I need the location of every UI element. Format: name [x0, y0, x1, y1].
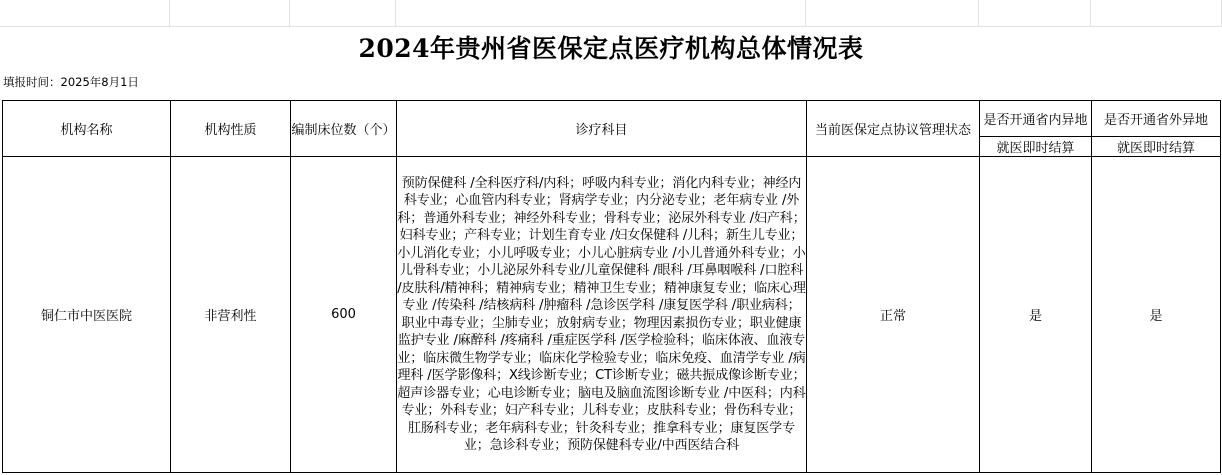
grid-cell[interactable] — [0, 0, 170, 27]
header-in-province-line1[interactable]: 是否开通省内异地 — [980, 101, 1092, 137]
header-name[interactable]: 机构名称 — [3, 101, 171, 157]
header-out-province-line2[interactable]: 就医即时结算 — [1092, 137, 1221, 157]
spreadsheet-grid-row — [0, 0, 1222, 27]
header-nature[interactable]: 机构性质 — [171, 101, 291, 157]
out-province-cell[interactable]: 是 — [1092, 157, 1221, 473]
grid-cell[interactable] — [806, 0, 979, 27]
hospital-info-table — [2, 100, 1221, 473]
in-province-cell[interactable]: 是 — [980, 157, 1092, 473]
grid-cell[interactable] — [290, 0, 396, 27]
header-out-province-line1[interactable]: 是否开通省外异地 — [1092, 101, 1221, 137]
header-services[interactable]: 诊疗科目 — [397, 101, 807, 157]
fill-date-label: 填报时间：2025年8月1日 — [3, 75, 139, 89]
grid-cell[interactable] — [396, 0, 806, 27]
table-row — [3, 157, 1221, 473]
header-status[interactable]: 当前医保定点协议管理状态 — [807, 101, 980, 157]
grid-cell[interactable] — [170, 0, 290, 27]
services-cell[interactable]: 预防保健科 /全科医疗科/内科；呼吸内科专业；消化内科专业；神经内科专业；心血管内科专业；肾病学专业；内分泌专业；老年病专业 /外科；普通外科专业；神经外科专业；骨科专业；泌尿外科专业 /妇产科；妇科专业；产科专业；计划生育专业 /妇女保健科 /儿科；新生儿专业；小儿消化专业；小儿呼吸专业；小儿心脏病专业 /小儿普通外科专业；小儿骨科专业；小儿泌尿外科专业/儿童保健科 /眼科 /耳鼻咽喉科 /口腔科 /皮肤科/精神科；精神病专业；精神卫生专业；精神康复专业；临床心理专业 /传染科 /结核病科 /肿瘤科 /急诊医学科 /康复医学科 /职业病科；职业中毒专业；尘肺专业；放射病专业；物理因素损伤专业；职业健康监护专业 /麻醉科 /疼痛科 /重症医学科 /医学检验科；临床体液、血液专业；临床微生物学专业；临床化学检验专业；临床免疫、血清学专业 /病理科 /医学影像科；X线诊断专业；CT诊断专业；磁共振成像诊断专业；超声诊器专业；心电诊断专业；脑电及脑血流图诊断专业 /中医科；内科专业；外科专业；妇产科专业；儿科专业；皮肤科专业；骨伤科专业；肛肠科专业；老年病科专业；针灸科专业；推拿科专业；康复医学专业；急诊科专业；预防保健科专业/中西医结合科 — [397, 157, 807, 473]
header-in-province-line2[interactable]: 就医即时结算 — [980, 137, 1092, 157]
status-cell[interactable]: 正常 — [807, 157, 980, 473]
beds-cell[interactable]: 600 — [291, 157, 397, 473]
report-title: 2024年贵州省医保定点医疗机构总体情况表 — [358, 34, 864, 63]
header-beds[interactable]: 编制床位数（个） — [291, 101, 397, 157]
nature-cell[interactable]: 非营利性 — [171, 157, 291, 473]
grid-cell[interactable] — [1091, 0, 1222, 27]
hospital-name-cell[interactable]: 铜仁市中医医院 — [3, 157, 171, 473]
grid-cell[interactable] — [979, 0, 1091, 27]
